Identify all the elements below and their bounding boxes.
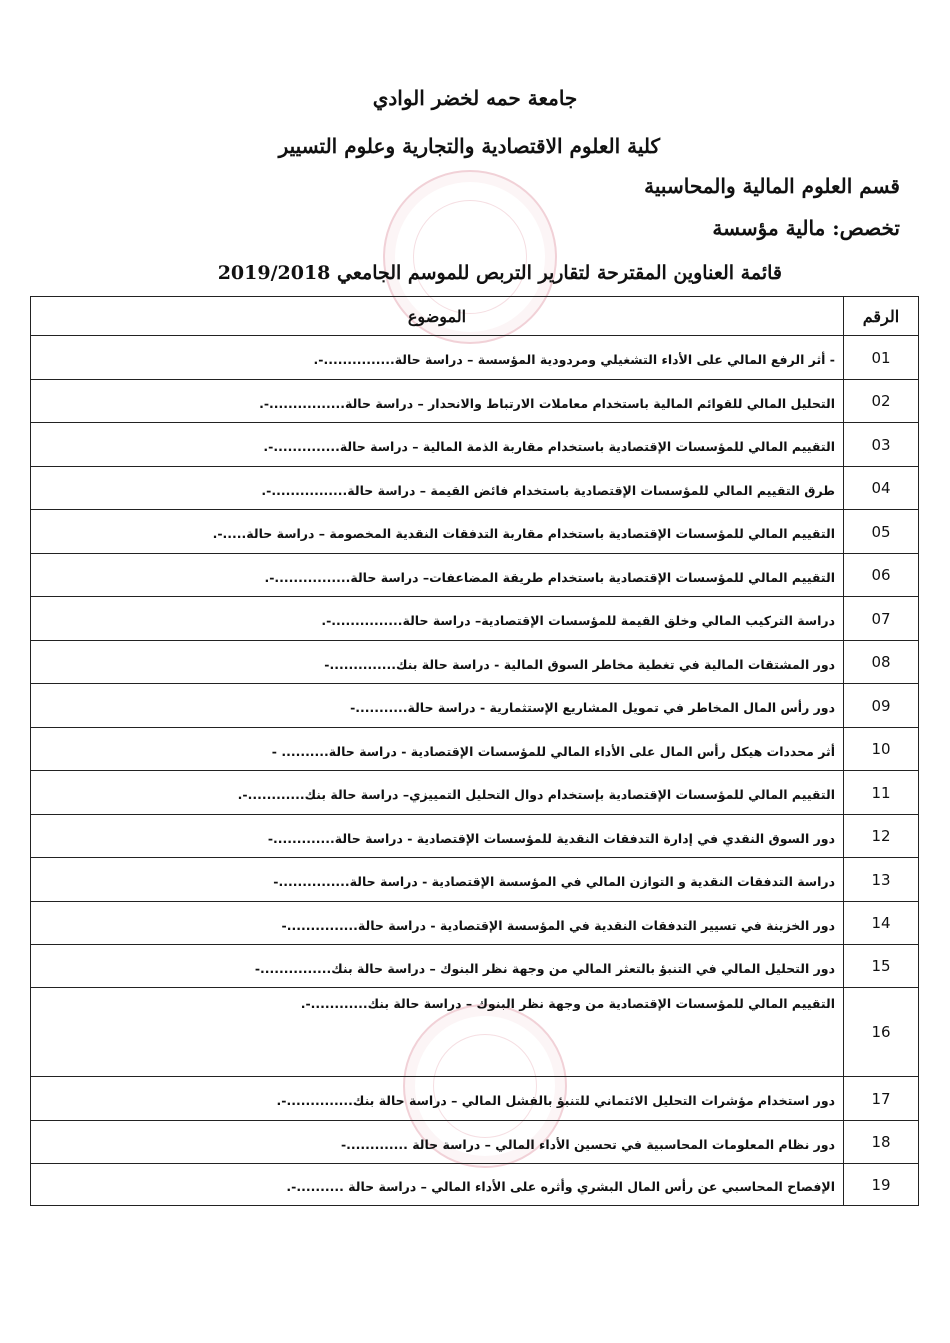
- row-number: 04: [844, 467, 919, 510]
- table-row: [31, 641, 919, 684]
- row-subject: الإفصاح المحاسبي عن رأس المال البشري وأثره على الأداء المالي – دراسة حالة ..........-.: [31, 1164, 844, 1206]
- row-subject: طرق التقييم المالي للمؤسسات الإقتصادية باستخدام فائض القيمة – دراسة حالة................-.: [31, 467, 844, 510]
- row-number: 06: [844, 554, 919, 597]
- row-number: 10: [844, 728, 919, 771]
- row-subject: أثر محددات هيكل رأس المال على الأداء المالي للمؤسسات الإقتصادية - دراسة حالة.......... -: [31, 728, 844, 771]
- row-number: 12: [844, 815, 919, 858]
- table-row: [31, 945, 919, 988]
- row-number: 07: [844, 597, 919, 641]
- row-number: 17: [844, 1077, 919, 1121]
- table-row: [31, 815, 919, 858]
- row-number: 19: [844, 1164, 919, 1206]
- table-row: [31, 467, 919, 510]
- department-name: قسم العلوم المالية والمحاسبية: [644, 174, 900, 198]
- row-number: 03: [844, 423, 919, 467]
- row-subject: دراسة التركيب المالي وخلق القيمة للمؤسسات الإقتصادية– دراسة حالة...............-.: [31, 597, 844, 641]
- row-number: 01: [844, 336, 919, 380]
- table-header-row: [31, 297, 919, 336]
- row-number: 09: [844, 684, 919, 728]
- row-subject: دور التحليل المالي في التنبؤ بالتعثر المالي من وجهة نظر البنوك – دراسة حالة بنك...............-: [31, 945, 844, 988]
- table-row: [31, 510, 919, 554]
- table-row: [31, 380, 919, 423]
- row-number: 13: [844, 858, 919, 902]
- column-header-number: الرقم: [844, 297, 919, 336]
- row-subject: دور نظام المعلومات المحاسبية في تحسين الأداء المالي – دراسة حالة .............-: [31, 1121, 844, 1164]
- table-row: [31, 728, 919, 771]
- university-name: جامعة حمه لخضر الوادي: [372, 86, 578, 110]
- table-row: [31, 858, 919, 902]
- row-subject: التقييم المالي للمؤسسات الإقتصادية بإستخدام دوال التحليل التمييزي– دراسة حالة بنك............-.: [31, 771, 844, 815]
- list-title: قائمة العناوين المقترحة لتقارير التربص للموسم الجامعي 2019/2018: [217, 262, 782, 284]
- row-number: 18: [844, 1121, 919, 1164]
- row-subject: التقييم المالي للمؤسسات الإقتصادية من وجهة نظر البنوك – دراسة حالة بنك............-.: [31, 988, 844, 1077]
- row-subject: دور السوق النقدي في إدارة التدفقات النقدية للمؤسسات الإقتصادية - دراسة حالة.............-: [31, 815, 844, 858]
- table-row: [31, 597, 919, 641]
- row-subject: دور رأس المال المخاطر في تمويل المشاريع الإستثمارية - دراسة حالة...........-: [31, 684, 844, 728]
- table-row: [31, 554, 919, 597]
- row-subject: دور المشتقات المالية في تغطية مخاطر السوق المالية - دراسة حالة بنك..............-: [31, 641, 844, 684]
- row-subject: دراسة التدفقات النقدية و التوازن المالي في المؤسسة الإقتصادية - دراسة حالة...............-: [31, 858, 844, 902]
- column-header-subject: الموضوع: [31, 297, 844, 336]
- row-number: 05: [844, 510, 919, 554]
- table-row: [31, 336, 919, 380]
- table-row: [31, 1121, 919, 1164]
- row-number: 14: [844, 902, 919, 945]
- row-subject: التقييم المالي للمؤسسات الإقتصادية باستخدام مقاربة التدفقات النقدية المخصومة – دراسة حالة.....-.: [31, 510, 844, 554]
- table-body: [31, 336, 919, 1206]
- specialty-label: تخصص: مالية مؤسسة: [712, 216, 900, 240]
- row-subject: التقييم المالي للمؤسسات الإقتصادية باستخدام طريقة المضاعفات– دراسة حالة................-.: [31, 554, 844, 597]
- row-number: 02: [844, 380, 919, 423]
- table-row: [31, 771, 919, 815]
- table-row: [31, 684, 919, 728]
- topics-table: [30, 296, 919, 1206]
- table-row: [31, 1164, 919, 1206]
- faculty-name: كلية العلوم الاقتصادية والتجارية وعلوم التسيير: [278, 134, 660, 158]
- row-subject: دور الخزينة في تسيير التدفقات النقدية في المؤسسة الإقتصادية - دراسة حالة...............-: [31, 902, 844, 945]
- table-row: [31, 988, 919, 1077]
- row-number: 16: [844, 988, 919, 1077]
- row-subject: دور استخدام مؤشرات التحليل الائتماني للتنبؤ بالفشل المالي – دراسة حالة بنك..............-.: [31, 1077, 844, 1121]
- row-number: 11: [844, 771, 919, 815]
- row-subject: التقييم المالي للمؤسسات الإقتصادية باستخدام مقاربة الذمة المالية – دراسة حالة..............-.: [31, 423, 844, 467]
- table-row: [31, 1077, 919, 1121]
- row-number: 15: [844, 945, 919, 988]
- row-subject: التحليل المالي للقوائم المالية باستخدام معاملات الارتباط والانحدار – دراسة حالة................-.: [31, 380, 844, 423]
- row-number: 08: [844, 641, 919, 684]
- table-row: [31, 902, 919, 945]
- row-subject: - أثر الرفع المالي على الأداء التشغيلي ومردودية المؤسسة – دراسة حالة...............-.: [31, 336, 844, 380]
- table-row: [31, 423, 919, 467]
